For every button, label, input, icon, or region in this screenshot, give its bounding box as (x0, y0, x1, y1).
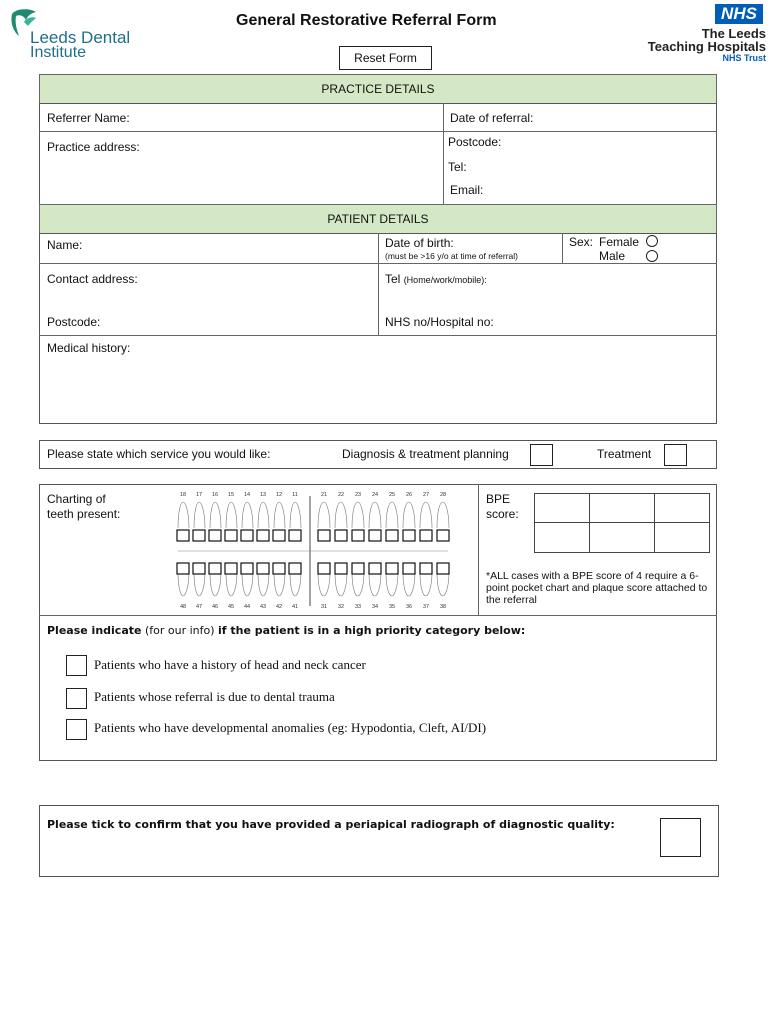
radiograph-checkbox[interactable] (660, 818, 701, 857)
male-radio[interactable] (646, 250, 658, 262)
tooth-box-upper[interactable] (386, 530, 398, 541)
tooth-number: 38 (439, 604, 447, 610)
tooth-number: 15 (227, 492, 235, 498)
tooth-box-lower[interactable] (403, 563, 415, 574)
practice-email-field[interactable]: Email: (450, 183, 484, 197)
tooth-box-upper[interactable] (420, 530, 432, 541)
tooth-box-upper[interactable] (257, 530, 269, 541)
lower-tooth-outline (369, 572, 381, 596)
priority-item-trauma: Patients whose referral is due to dental trauma (94, 689, 335, 704)
upper-tooth-outline (369, 502, 381, 528)
lower-tooth-outline (242, 572, 253, 596)
charting-label-line2: teeth present: (47, 507, 121, 521)
patient-name-field[interactable]: Name: (47, 238, 83, 252)
tooth-number: 48 (179, 604, 187, 610)
upper-tooth-outline (386, 502, 398, 528)
upper-tooth-outline (242, 502, 253, 528)
tooth-box-upper[interactable] (177, 530, 189, 541)
tooth-number: 43 (259, 604, 267, 610)
tooth-chart-diagram (148, 488, 468, 610)
sex-label: Sex: (569, 235, 594, 249)
lower-tooth-outline (403, 572, 415, 596)
practice-tel-field[interactable]: Tel: (448, 160, 467, 174)
logo-line2: Institute (30, 44, 87, 61)
upper-tooth-outline (210, 502, 221, 528)
dob-field[interactable]: Date of birth: (385, 236, 454, 250)
tooth-box-lower[interactable] (177, 563, 189, 574)
tooth-number: 16 (211, 492, 219, 498)
lower-tooth-outline (437, 572, 449, 596)
tooth-number: 22 (337, 492, 345, 498)
tooth-box-upper[interactable] (369, 530, 381, 541)
tooth-number: 25 (388, 492, 396, 498)
treatment-checkbox[interactable] (664, 444, 687, 466)
priority-item-anomalies: Patients who have developmental anomalies (eg: Hypodontia, Cleft, AI/DI) (94, 720, 487, 735)
upper-tooth-outline (335, 502, 347, 528)
lower-tooth-outline (335, 572, 347, 596)
tooth-box-lower[interactable] (318, 563, 330, 574)
upper-tooth-outline (226, 502, 237, 528)
patient-details-header: PATIENT DETAILS (39, 204, 717, 234)
tooth-number: 36 (405, 604, 413, 610)
reset-form-button[interactable]: Reset Form (339, 46, 432, 70)
upper-tooth-outline (258, 502, 269, 528)
tooth-number: 26 (405, 492, 413, 498)
page-title: General Restorative Referral Form (236, 12, 497, 29)
tooth-number: 32 (337, 604, 345, 610)
charting-label-line1: Charting of (47, 492, 106, 506)
upper-tooth-outline (194, 502, 205, 528)
service-prompt: Please state which service you would like: (47, 447, 271, 461)
patient-postcode-field[interactable]: Postcode: (47, 315, 101, 329)
tooth-box-lower[interactable] (386, 563, 398, 574)
priority-checkbox-cancer[interactable] (66, 655, 87, 676)
tooth-box-lower[interactable] (352, 563, 364, 574)
priority-item-cancer: Patients who have a history of head and neck cancer (94, 657, 366, 672)
lower-tooth-outline (178, 572, 189, 596)
tooth-box-lower[interactable] (193, 563, 205, 574)
upper-tooth-outline (420, 502, 432, 528)
bpe-cell[interactable] (534, 493, 590, 523)
diagnosis-option-label: Diagnosis & treatment planning (342, 447, 509, 461)
trust-name-line3: NHS Trust (722, 53, 766, 63)
tooth-number: 14 (243, 492, 251, 498)
tooth-box-lower[interactable] (209, 563, 221, 574)
upper-tooth-outline (274, 502, 285, 528)
priority-checkbox-trauma[interactable] (66, 688, 87, 709)
date-of-referral-field[interactable]: Date of referral: (450, 111, 534, 125)
priority-intro-normal: (for our info) (141, 624, 219, 637)
contact-address-field[interactable]: Contact address: (47, 272, 138, 286)
diagnosis-checkbox[interactable] (530, 444, 553, 466)
priority-checkbox-anomalies[interactable] (66, 719, 87, 740)
dob-note: (must be >16 y/o at time of referral) (385, 251, 518, 261)
tooth-box-upper[interactable] (403, 530, 415, 541)
tooth-number: 47 (195, 604, 203, 610)
bpe-note: *ALL cases with a BPE score of 4 require a 6-point pocket chart and plaque score attached to the referral (486, 570, 708, 606)
tooth-box-lower[interactable] (289, 563, 301, 574)
patient-tel-label: Tel (385, 272, 401, 286)
upper-tooth-outline (352, 502, 364, 528)
male-label: Male (599, 249, 626, 263)
radiograph-box (39, 805, 719, 877)
upper-tooth-outline (178, 502, 189, 528)
upper-tooth-outline (403, 502, 415, 528)
logo-line1: Leeds Dental (30, 28, 131, 47)
tooth-box-upper[interactable] (273, 530, 285, 541)
bpe-cell[interactable] (589, 522, 655, 553)
lower-tooth-outline (210, 572, 221, 596)
bpe-grid (534, 493, 710, 553)
tooth-box-upper[interactable] (209, 530, 221, 541)
tooth-box-lower[interactable] (273, 563, 285, 574)
bpe-cell[interactable] (654, 493, 710, 523)
lower-tooth-outline (352, 572, 364, 596)
medical-history-field[interactable]: Medical history: (47, 341, 131, 355)
practice-details-box (39, 103, 717, 205)
upper-tooth-outline (318, 502, 330, 528)
practice-details-header: PRACTICE DETAILS (39, 74, 717, 104)
tooth-number: 42 (275, 604, 283, 610)
nhs-number-field[interactable]: NHS no/Hospital no: (385, 315, 494, 329)
tooth-number: 18 (179, 492, 187, 498)
tooth-box-upper[interactable] (241, 530, 253, 541)
tooth-box-lower[interactable] (257, 563, 269, 574)
tooth-number: 12 (275, 492, 283, 498)
referrer-name-field[interactable]: Referrer Name: (47, 111, 130, 125)
tooth-box-upper[interactable] (289, 530, 301, 541)
lower-tooth-outline (274, 572, 285, 596)
tooth-box-upper[interactable] (193, 530, 205, 541)
patient-tel-field[interactable] (385, 272, 487, 286)
tooth-number: 28 (439, 492, 447, 498)
bpe-cell[interactable] (534, 522, 590, 553)
female-label: Female (599, 235, 640, 249)
treatment-option-label: Treatment (597, 447, 652, 461)
tooth-number: 46 (211, 604, 219, 610)
female-radio[interactable] (646, 235, 658, 247)
tooth-number: 17 (195, 492, 203, 498)
tooth-box-upper[interactable] (335, 530, 347, 541)
tooth-number: 37 (422, 604, 430, 610)
bpe-cell[interactable] (654, 522, 710, 553)
priority-intro (47, 624, 525, 637)
tooth-number: 35 (388, 604, 396, 610)
lower-tooth-outline (290, 572, 301, 596)
priority-intro-bold: Please indicate (47, 624, 142, 637)
tooth-box-upper[interactable] (352, 530, 364, 541)
nhs-badge: NHS (715, 4, 763, 24)
tooth-box-upper[interactable] (318, 530, 330, 541)
tooth-box-lower[interactable] (420, 563, 432, 574)
lower-tooth-outline (318, 572, 330, 596)
tooth-number: 44 (243, 604, 251, 610)
lower-tooth-outline (420, 572, 432, 596)
bpe-label-line2: score: (486, 507, 519, 521)
tooth-box-lower[interactable] (369, 563, 381, 574)
tooth-box-lower[interactable] (225, 563, 237, 574)
tooth-number: 45 (227, 604, 235, 610)
tooth-number: 34 (371, 604, 379, 610)
trust-name-line2: Teaching Hospitals (647, 39, 766, 54)
tooth-number: 24 (371, 492, 379, 498)
tooth-box-lower[interactable] (437, 563, 449, 574)
leeds-dental-logo (6, 6, 146, 64)
tooth-chart (148, 488, 468, 610)
tooth-box-upper[interactable] (437, 530, 449, 541)
tooth-number: 21 (320, 492, 328, 498)
tooth-number: 11 (292, 492, 298, 498)
practice-postcode-field[interactable]: Postcode: (448, 135, 502, 149)
lower-tooth-outline (258, 572, 269, 596)
upper-tooth-outline (290, 502, 301, 528)
trust-name-line1: The Leeds (701, 26, 766, 41)
priority-intro-bold2: if the patient is in a high priority category below: (218, 624, 526, 637)
patient-tel-note: (Home/work/mobile): (403, 275, 487, 285)
tooth-number: 41 (291, 604, 299, 610)
lower-tooth-outline (194, 572, 205, 596)
bpe-label-line1: BPE (486, 492, 511, 506)
tooth-box-lower[interactable] (241, 563, 253, 574)
tooth-number: 31 (320, 604, 328, 610)
tooth-number: 13 (259, 492, 267, 498)
radiograph-prompt: Please tick to confirm that you have provided a periapical radiograph of diagnostic quality: (47, 818, 615, 831)
tooth-number: 23 (354, 492, 362, 498)
lower-tooth-outline (386, 572, 398, 596)
tooth-number: 33 (354, 604, 362, 610)
lower-tooth-outline (226, 572, 237, 596)
tooth-box-lower[interactable] (335, 563, 347, 574)
tooth-number: 27 (422, 492, 430, 498)
tooth-box-upper[interactable] (225, 530, 237, 541)
practice-address-field[interactable]: Practice address: (47, 140, 140, 154)
bpe-cell[interactable] (589, 493, 655, 523)
upper-tooth-outline (437, 502, 449, 528)
